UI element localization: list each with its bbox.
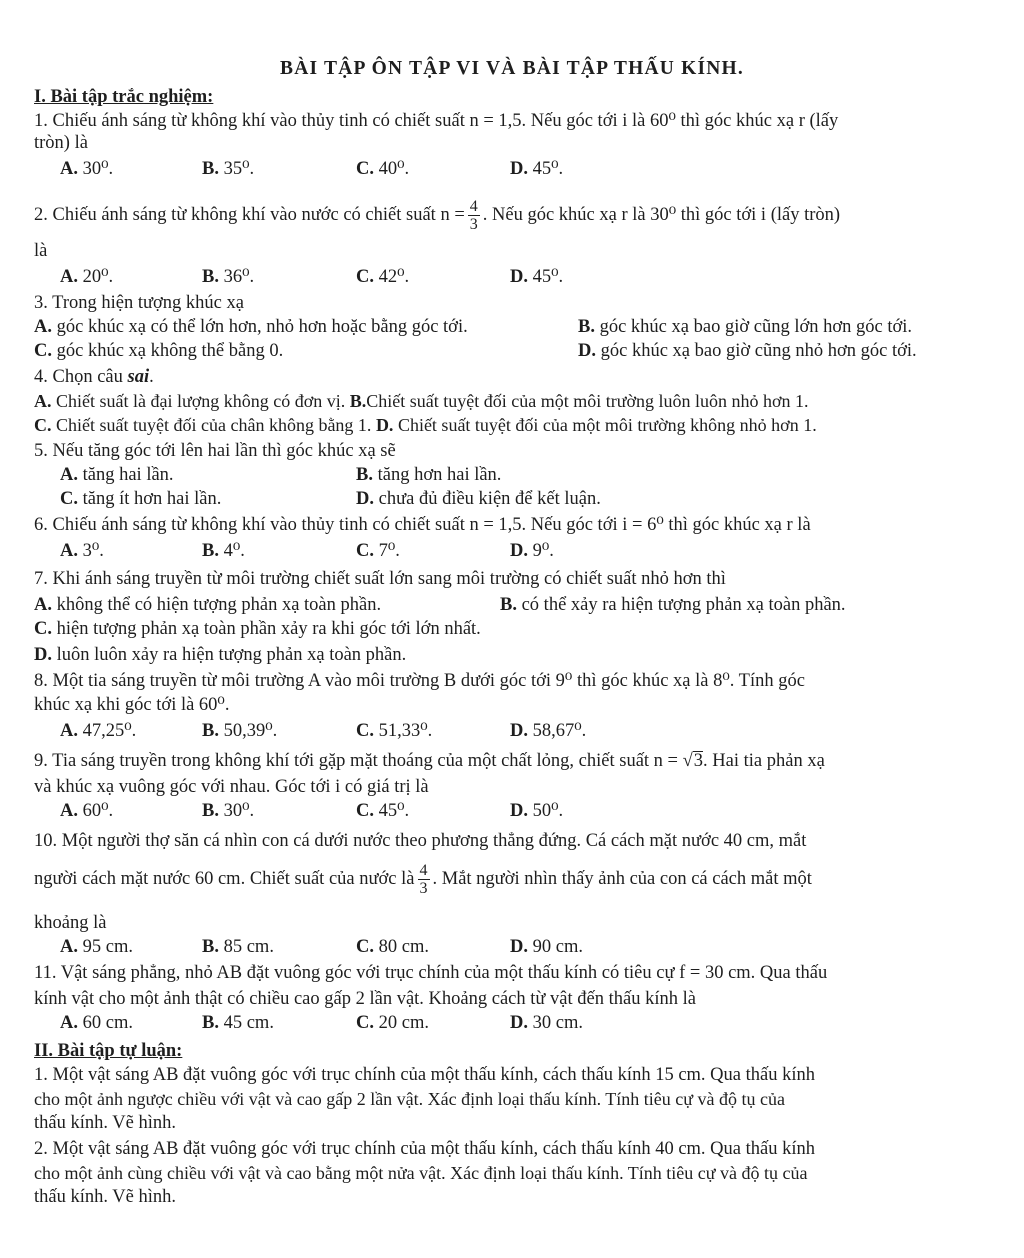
question-3-stem: 3. Trong hiện tượng khúc xạ [34,293,244,313]
question-11-option-b: B. 45 cm. [202,1013,274,1033]
question-11-option-d: D. 30 cm. [510,1013,583,1033]
question-8-stem: 8. Một tia sáng truyền từ môi trường A vào môi trường B dưới góc tới 9⁰ thì góc khúc xạ là 8⁰. Tính góc [34,671,805,691]
question-2-option-b: B. 36⁰. [202,267,255,287]
question-10-option-b: B. 85 cm. [202,937,274,957]
question-8-option-c: C. 51,33⁰. [356,721,433,741]
essay-1-line-1: 1. Một vật sáng AB đặt vuông góc với trục chính của một thấu kính, cách thấu kính 15 cm. Qua thấu kính [34,1065,815,1085]
question-5-option-b: B. tăng hơn hai lần. [356,465,502,485]
question-10-option-a: A. 95 cm. [60,937,133,957]
question-10-stem: 10. Một người thợ săn cá nhìn con cá dưới nước theo phương thẳng đứng. Cá cách mặt nước 40 cm, mắt [34,831,807,851]
question-7-option-a: A. không thể có hiện tượng phản xạ toàn phần. [34,595,382,615]
question-2-stem-cont: là [34,241,48,261]
essay-1-line-3: thấu kính. Vẽ hình. [34,1113,176,1133]
question-5-option-c: C. tăng ít hơn hai lần. [60,489,222,509]
question-10-stem-cont: người cách mặt nước 60 cm. Chiết suất của nước là $\frac{4}{3}$ . Mắt người nhìn thấy ảnh của con cá cách mắt một [34,862,812,897]
question-6-option-b: B. 4⁰. [202,541,245,561]
essay-2-line-3: thấu kính. Vẽ hình. [34,1187,176,1207]
question-3-option-c: C. góc khúc xạ không thể bằng 0. [34,341,284,361]
sqrt-symbol: √ [682,751,693,771]
question-1-stem: 1. Chiếu ánh sáng từ không khí vào thủy tinh có chiết suất n = 1,5. Nếu góc tới i là 60⁰ thì góc khúc xạ r (lấy [34,111,839,131]
question-2-option-d: D. 45⁰. [510,267,564,287]
question-6-option-c: C. 7⁰. [356,541,400,561]
question-4-options-cd: C. Chiết suất tuyệt đối của chân không bằng 1. D. Chiết suất tuyệt đối của một môi trường không nhỏ hơn 1. [34,415,817,435]
question-1-stem-cont: tròn) là [34,133,88,153]
section-essay-heading: II. Bài tập tự luận: [34,1041,183,1061]
section-multiple-choice-heading: I. Bài tập trắc nghiệm: [34,87,214,107]
question-1-option-c: C. 40⁰. [356,159,410,179]
question-9-option-d: D. 50⁰. [510,801,564,821]
page-title: BÀI TẬP ÔN TẬP VI VÀ BÀI TẬP THẤU KÍNH. [280,58,744,79]
question-5-option-d: D. chưa đủ điều kiện để kết luận. [356,489,601,509]
question-9-option-a: A. 60⁰. [60,801,114,821]
question-7-option-c: C. hiện tượng phản xạ toàn phần xảy ra khi góc tới lớn nhất. [34,619,481,639]
question-8-option-a: A. 47,25⁰. [60,721,137,741]
question-11-stem-cont: kính vật cho một ảnh thật có chiều cao gấp 2 lần vật. Khoảng cách từ vật đến thấu kính là [34,989,696,1009]
question-11-option-a: A. 60 cm. [60,1013,133,1033]
question-6-option-d: D. 9⁰. [510,541,554,561]
question-7-option-d: D. luôn luôn xảy ra hiện tượng phản xạ toàn phần. [34,645,407,665]
question-3-option-b: B. góc khúc xạ bao giờ cũng lớn hơn góc tới. [578,317,913,337]
question-3-option-d: D. góc khúc xạ bao giờ cũng nhỏ hơn góc tới. [578,341,917,361]
question-4-options-ab: A. Chiết suất là đại lượng không có đơn vị. B.Chiết suất tuyệt đối của một môi trường luôn luôn nhỏ hơn 1. [34,391,809,411]
question-1-option-a: A. 30⁰. [60,159,114,179]
essay-2-line-2: cho một ảnh cùng chiều với vật và cao bằng một nửa vật. Xác định loại thấu kính. Tính tiêu cự và độ tụ của [34,1163,808,1183]
question-5-stem: 5. Nếu tăng góc tới lên hai lần thì góc khúc xạ sẽ [34,441,396,461]
question-8-stem-cont: khúc xạ khi góc tới là 60⁰. [34,695,230,715]
question-10-option-d: D. 90 cm. [510,937,583,957]
essay-2-line-1: 2. Một vật sáng AB đặt vuông góc với trục chính của một thấu kính, cách thấu kính 40 cm. Qua thấu kính [34,1139,815,1159]
fraction-four-thirds: $\frac{4}{3}$ [469,198,478,233]
question-9-stem-cont: và khúc xạ vuông góc với nhau. Góc tới i có giá trị là [34,777,429,797]
question-7-stem: 7. Khi ánh sáng truyền từ môi trường chiết suất lớn sang môi trường có chiết suất nhỏ hơn thì [34,569,726,589]
question-11-option-c: C. 20 cm. [356,1013,429,1033]
question-9-stem: 9. Tia sáng truyền trong không khí tới gặp mặt thoáng của một chất lỏng, chiết suất n = √3. Hai tia phản xạ [34,751,825,771]
question-2-option-a: A. 20⁰. [60,267,114,287]
question-8-option-d: D. 58,67⁰. [510,721,587,741]
question-10-stem-cont-2: khoảng là [34,913,107,933]
question-4-stem: 4. Chọn câu sai. [34,367,154,387]
essay-1-line-2: cho một ảnh ngược chiều với vật và cao gấp 2 lần vật. Xác định loại thấu kính. Tính tiêu cự và độ tụ của [34,1089,786,1109]
question-1-option-b: B. 35⁰. [202,159,255,179]
question-9-option-b: B. 30⁰. [202,801,255,821]
question-3-option-a: A. góc khúc xạ có thể lớn hơn, nhỏ hơn hoặc bằng góc tới. [34,317,468,337]
question-2-option-c: C. 42⁰. [356,267,410,287]
question-1-option-d: D. 45⁰. [510,159,564,179]
question-8-option-b: B. 50,39⁰. [202,721,278,741]
question-11-stem: 11. Vật sáng phẳng, nhỏ AB đặt vuông góc với trục chính của một thấu kính có tiêu cự f = 30 cm. Qua thấu [34,963,828,983]
fraction-four-thirds: $\frac{4}{3}$ [419,862,428,897]
question-6-stem: 6. Chiếu ánh sáng từ không khí vào thủy tinh có chiết suất n = 1,5. Nếu góc tới i = 6⁰ thì góc khúc xạ r là [34,515,811,535]
question-6-option-a: A. 3⁰. [60,541,104,561]
question-7-option-b: B. có thể xảy ra hiện tượng phản xạ toàn phần. [500,595,846,615]
sqrt-value: 3 [693,751,704,771]
question-5-option-a: A. tăng hai lần. [60,465,174,485]
question-9-option-c: C. 45⁰. [356,801,410,821]
question-2-stem: 2. Chiếu ánh sáng từ không khí vào nước có chiết suất n = $\frac{4}{3}$ . Nếu góc khúc xạ r là 30⁰ thì góc tới i (lấy tròn) [34,198,841,233]
question-10-option-c: C. 80 cm. [356,937,429,957]
